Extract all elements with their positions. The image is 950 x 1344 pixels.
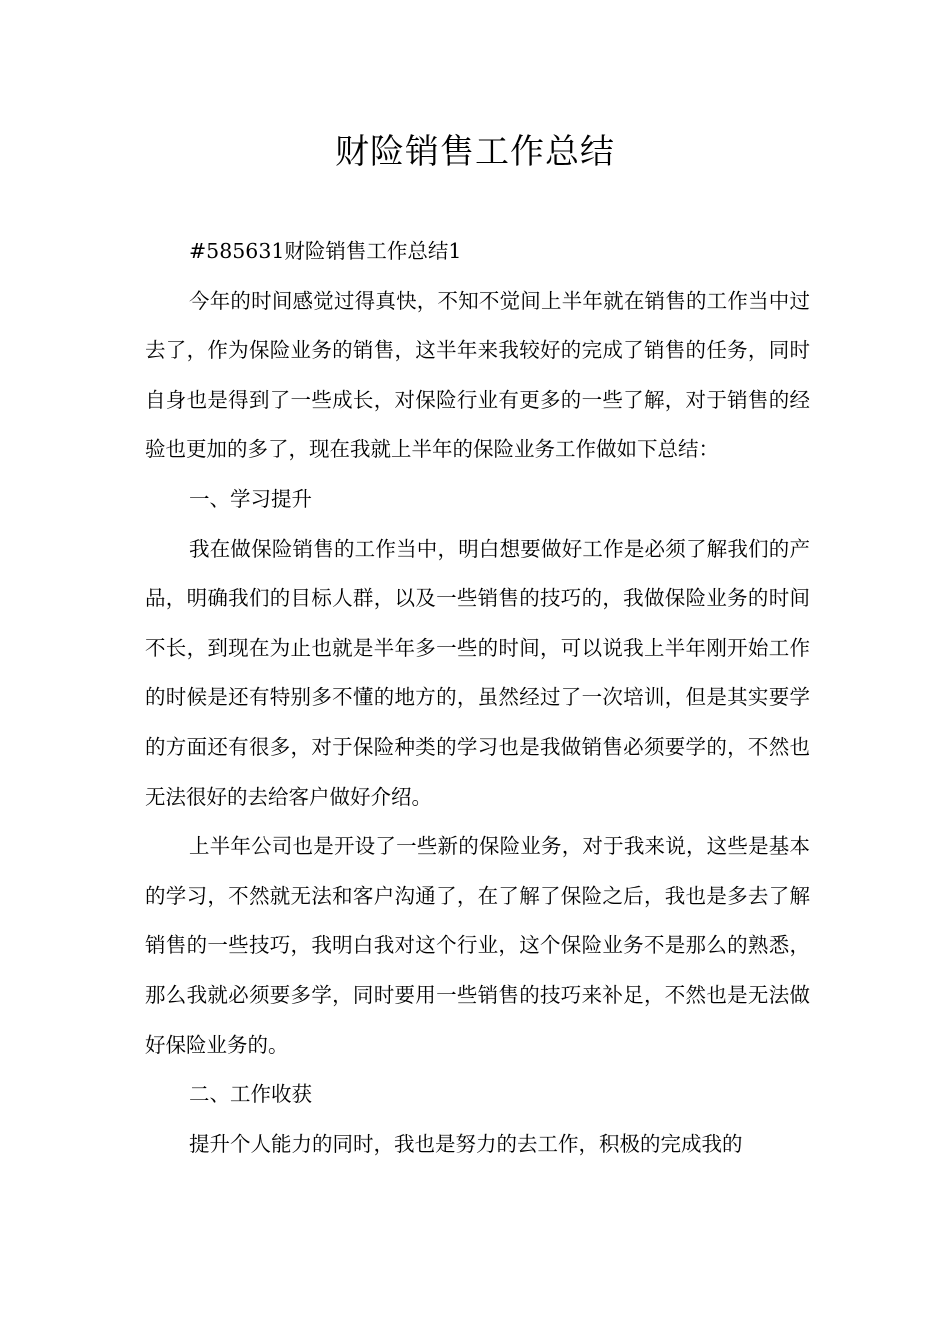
learning-paragraph-2: 上半年公司也是开设了一些新的保险业务，对于我来说，这些是基本的学习，不然就无法和客户沟通了，在了解了保险之后，我也是多去了解销售的一些技巧，我明白我对这个行业，这个保险业务不是那么的熟悉，那么我就必须要多学，同时要用一些销售的技巧来补足，不然也是无法做好保险业务的。 [145,834,810,1057]
doc-id-line: #585631财险销售工作总结1 [189,239,462,263]
learning-paragraph-1: 我在做保险销售的工作当中，明白想要做好工作是必须了解我们的产品，明确我们的目标人群，以及一些销售的技巧的，我做保险业务的时间不长，到现在为止也就是半年多一些的时间，可以说我上半年刚开始工作的时候是还有特别多不懂的地方的，虽然经过了一次培训，但是其实要学的方面还有很多，对于保险种类的学习也是我做销售必须要学的，不然也无法很好的去给客户做好介绍。 [145,536,810,809]
section-heading-learning: 一、学习提升 [189,486,312,511]
document-body [145,227,810,1169]
gains-paragraph: 提升个人能力的同时，我也是努力的去工作，积极的完成我的 [189,1131,743,1156]
intro-paragraph: 今年的时间感觉过得真快，不知不觉间上半年就在销售的工作当中过去了，作为保险业务的销售，这半年来我较好的完成了销售的任务，同时自身也是得到了一些成长，对保险行业有更多的一些了解，对于销售的经验也更加的多了，现在我就上半年的保险业务工作做如下总结： [145,288,810,462]
document-title: 财险销售工作总结 [335,132,615,172]
section-heading-gains: 二、工作收获 [189,1082,312,1107]
